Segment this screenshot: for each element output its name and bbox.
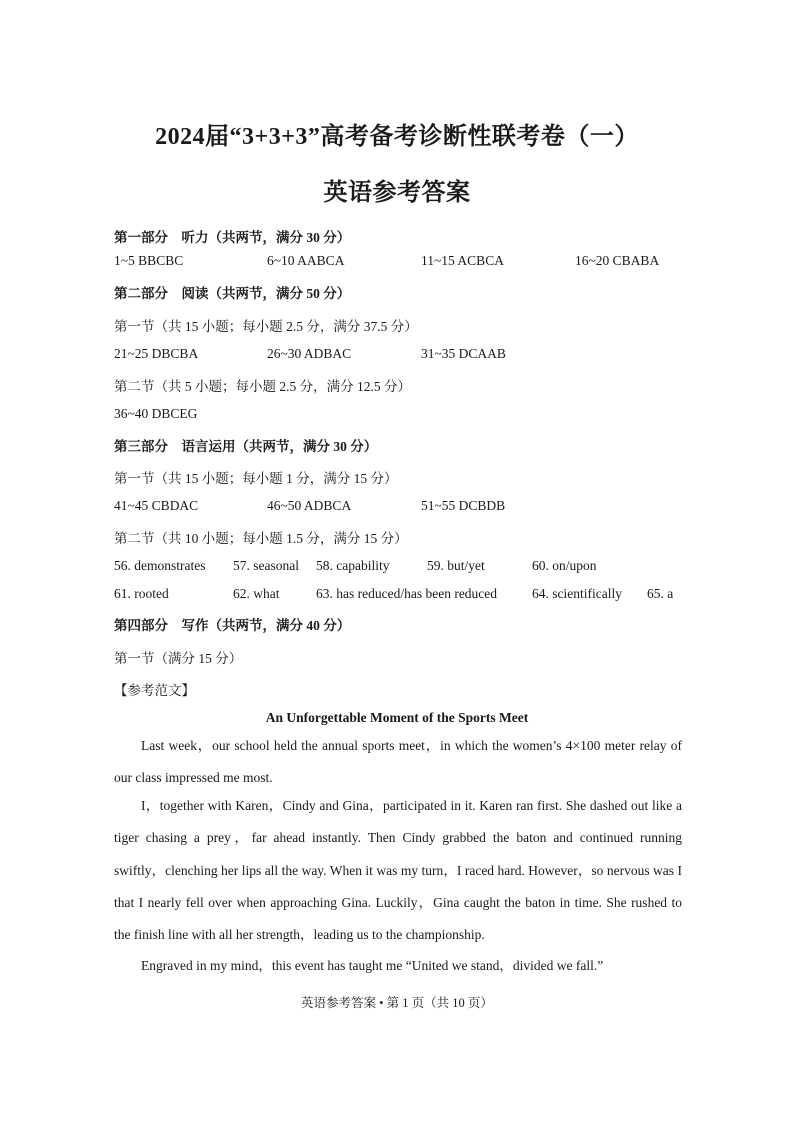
answer-group: 36~40 DBCEG <box>114 406 198 421</box>
answer-item: 57. seasonal <box>233 558 299 573</box>
answer-group: 11~15 ACBCA <box>421 253 504 268</box>
part2-section1-heading: 第一节（共 15 小题；每小题 2.5 分，满分 37.5 分） <box>114 319 418 334</box>
exam-title: 2024届“3+3+3”高考备考诊断性联考卷（一） <box>155 124 639 150</box>
part3-section2-answers-row1 <box>114 558 694 576</box>
answer-group: 16~20 CBABA <box>575 253 660 268</box>
part3-section1-heading: 第一节（共 15 小题；每小题 1 分，满分 15 分） <box>114 471 398 486</box>
answer-item: 62. what <box>233 586 280 601</box>
part2-section2-answers-row <box>114 406 694 424</box>
answer-group: 21~25 DBCBA <box>114 346 199 361</box>
answer-group: 1~5 BBCBC <box>114 253 184 268</box>
answer-group: 41~45 CBDAC <box>114 498 199 513</box>
answer-group: 46~50 ADBCA <box>267 498 352 513</box>
part1-heading: 第一部分 听力（共两节，满分 30 分） <box>114 230 351 245</box>
essay-title: An Unforgettable Moment of the Sports Meet <box>265 710 529 725</box>
essay-paragraph: I，together with Karen，Cindy and Gina，participated in it. Karen ran first. She dashed out like a tiger chasing a prey，far ahead instantly. Then Cindy grabbed the baton and continued running swiftly，clenching her lips all the way. When it was my turn，I raced hard. However，so nervous was I that I nearly fell over when approaching Gina. Luckily，Gina caught the baton in time. She rushed to the finish line with all her strength，leading us to the championship. <box>114 798 682 943</box>
part1-answers-row <box>114 253 694 271</box>
answer-group: 6~10 AABCA <box>267 253 345 268</box>
sample-essay-label: 【参考范文】 <box>114 683 195 698</box>
part2-heading: 第二部分 阅读（共两节，满分 50 分） <box>114 286 351 301</box>
part2-section2-heading: 第二节（共 5 小题；每小题 2.5 分，满分 12.5 分） <box>114 379 411 394</box>
answer-item: 63. has reduced/has been reduced <box>316 586 498 601</box>
part2-section1-answers-row <box>114 346 694 364</box>
part3-section1-answers-row <box>114 498 694 516</box>
answer-group: 31~35 DCAAB <box>421 346 506 361</box>
essay-paragraph: Engraved in my mind，this event has taught me “United we stand，divided we fall.” <box>141 958 604 973</box>
answer-item: 65. a <box>647 586 674 601</box>
part4-heading: 第四部分 写作（共两节，满分 40 分） <box>114 618 351 633</box>
answer-item: 56. demonstrates <box>114 558 206 573</box>
part4-section1-heading: 第一节（满分 15 分） <box>114 651 243 666</box>
answer-item: 59. but/yet <box>427 558 485 573</box>
answer-item: 60. on/upon <box>532 558 597 573</box>
part3-heading: 第三部分 语言运用（共两节，满分 30 分） <box>114 439 378 454</box>
page-subtitle: 英语参考答案 <box>323 180 471 206</box>
essay-paragraph: Last week，our school held the annual sports meet，in which the women’s 4×100 meter relay of our class impressed me most. <box>114 738 682 786</box>
answer-group: 26~30 ADBAC <box>267 346 352 361</box>
answer-item: 58. capability <box>316 558 390 573</box>
part3-section2-heading: 第二节（共 10 小题；每小题 1.5 分，满分 15 分） <box>114 531 408 546</box>
part3-section2-answers-row2 <box>114 586 694 604</box>
answer-item: 61. rooted <box>114 586 169 601</box>
answer-group: 51~55 DCBDB <box>421 498 506 513</box>
page-footer: 英语参考答案 • 第 1 页（共 10 页） <box>301 996 493 1010</box>
answer-item: 64. scientifically <box>532 586 622 601</box>
